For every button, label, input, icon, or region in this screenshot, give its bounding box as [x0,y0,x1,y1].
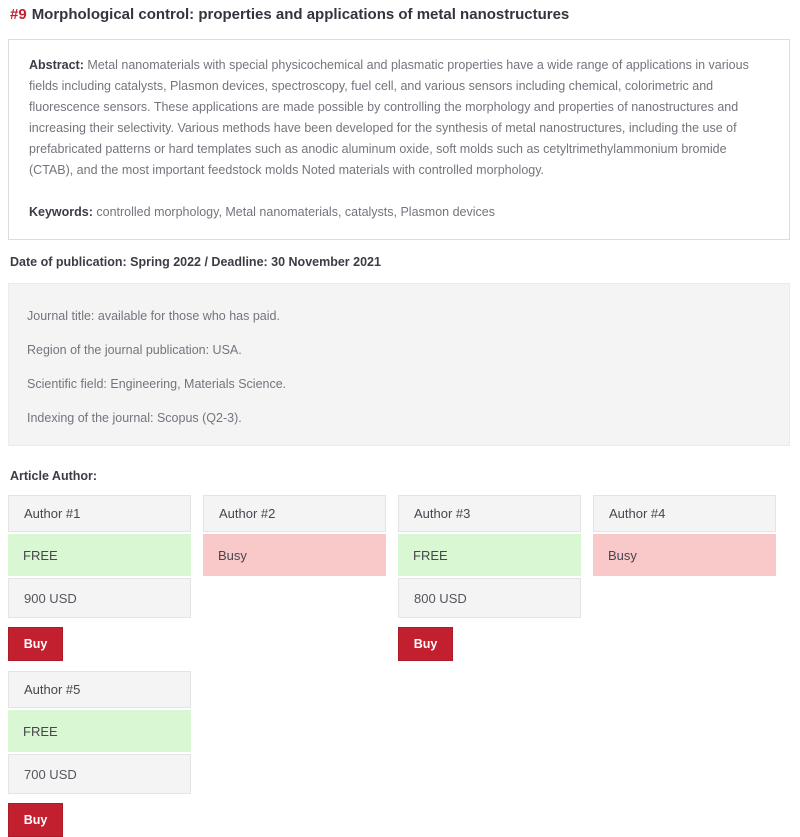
author-item [8,495,191,661]
author-price: 800 USD [414,590,467,606]
keywords-label: Keywords: [29,205,93,219]
status-text: Busy [218,547,247,563]
article-number: #9 [10,6,27,23]
status-text: FREE [23,547,58,563]
journal-region-line: Region of the journal publication: USA. [27,343,242,357]
buy-button-author-5[interactable]: Buy [8,803,63,837]
author-item [398,495,581,661]
author-price-row [398,578,581,618]
article-title-text: Morphological control: properties and applications of metal nanostructures [31,6,570,23]
abstract-box [8,39,790,240]
status-text: Busy [608,547,637,563]
journal-field-line: Scientific field: Engineering, Materials Science. [27,377,287,391]
author-item [8,671,191,837]
abstract-text: Metal nanomaterials with special physicochemical and plasmatic properties have a wide range of applications in various fields including catalysts, Plasmon devices, spectroscopy, fuel cell, and various sensors including chemical, colorimetric and fluorescence sensors. These applications are made possible by controlling the morphology and properties of nanostructures and increasing their selectivity. Various methods have been developed for the synthesis of metal nanostructures, including the use of prefabricated patterns or hard templates such as anodic aluminum oxide, soft molds such as cetyltrimethylammonium bromide (CTAB), and the most important feedstock molds Noted materials with controlled morphology. [29,58,749,177]
status-badge-busy [203,534,386,576]
status-badge-free [398,534,581,576]
author-name-row [203,495,386,532]
author-item [203,495,386,578]
journal-title-line: Journal title: available for those who has paid. [27,309,280,323]
abstract-paragraph [29,55,769,181]
author-name: Author #3 [414,506,471,521]
author-name-row [8,495,191,532]
status-text: FREE [413,547,448,563]
author-name: Author #2 [219,506,276,521]
author-name: Author #1 [24,506,81,521]
status-badge-free [8,710,191,752]
author-price-row [8,578,191,618]
journal-info-box [8,283,790,446]
authors-grid [8,495,790,837]
publication-date-line: Date of publication: Spring 2022 / Deadline: 30 November 2021 [10,255,381,269]
author-item [593,495,776,578]
author-price: 700 USD [24,766,77,782]
buy-button-author-3[interactable]: Buy [398,627,453,661]
status-text: FREE [23,723,58,739]
author-price-row [8,754,191,794]
page-title [10,6,790,23]
status-badge-busy [593,534,776,576]
abstract-label: Abstract: [29,58,84,72]
buy-button-author-1[interactable]: Buy [8,627,63,661]
author-name: Author #4 [609,506,666,521]
author-name: Author #5 [24,682,81,697]
author-name-row [8,671,191,708]
status-badge-free [8,534,191,576]
keywords-paragraph [29,202,769,223]
keywords-text: controlled morphology, Metal nanomaterials, catalysts, Plasmon devices [96,205,495,219]
author-name-row [398,495,581,532]
author-price: 900 USD [24,590,77,606]
journal-indexing-line: Indexing of the journal: Scopus (Q2-3). [27,411,242,425]
authors-section-heading: Article Author: [10,469,98,483]
author-name-row [593,495,776,532]
